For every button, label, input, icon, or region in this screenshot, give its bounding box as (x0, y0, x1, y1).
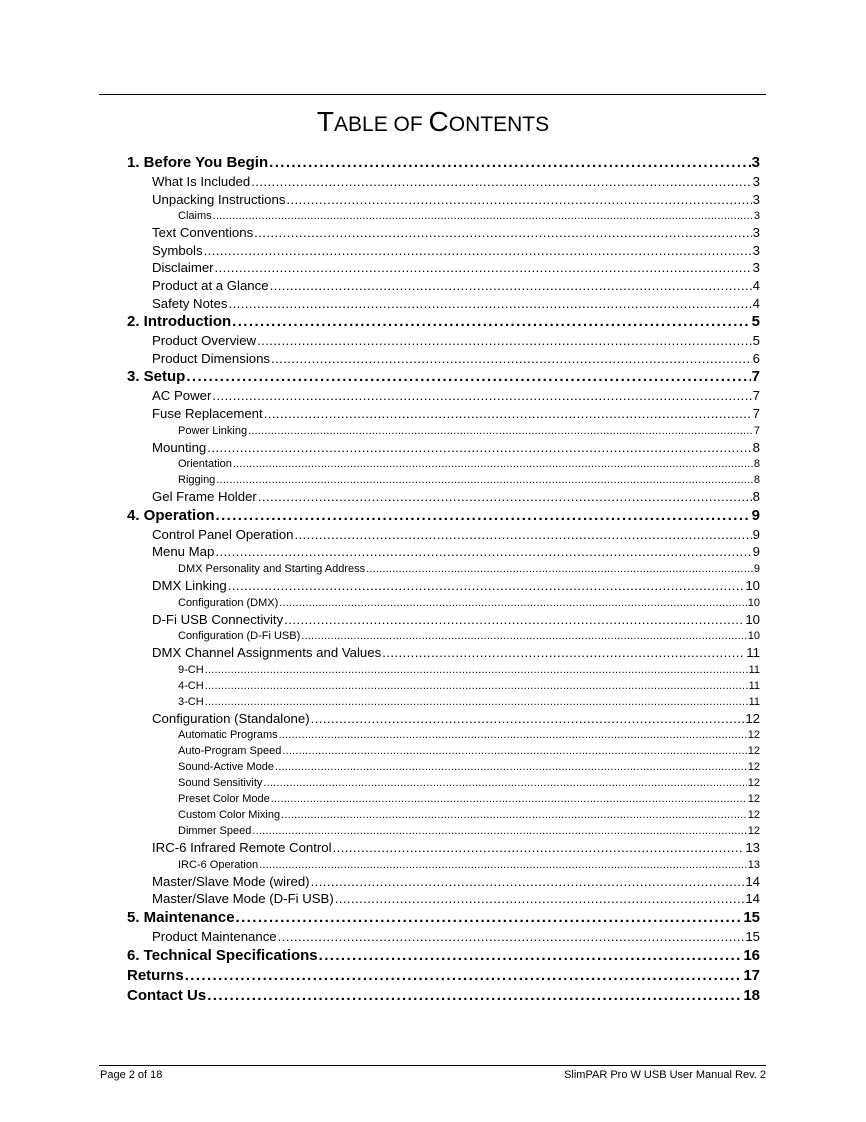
toc-section-entry[interactable] (127, 488, 760, 506)
toc-entry-page-number: 12 (747, 809, 760, 822)
footer-page-number: Page 2 of 18 (100, 1069, 163, 1081)
toc-entry-label: Product at a Glance (152, 277, 269, 293)
toc-dot-leader (270, 277, 752, 295)
toc-subsection-entry[interactable] (127, 678, 760, 694)
toc-chapter-entry[interactable] (127, 966, 760, 986)
toc-entry-label: Safety Notes (152, 295, 228, 311)
toc-chapter-entry[interactable] (127, 312, 760, 332)
toc-entry-page-number: 6 (752, 350, 760, 366)
toc-entry-page-number: 15 (743, 909, 760, 927)
toc-dot-leader (205, 678, 748, 694)
toc-entry-label: Returns (127, 966, 184, 984)
toc-dot-leader (279, 727, 747, 743)
toc-section-entry[interactable] (127, 332, 760, 350)
toc-entry-page-number: 10 (747, 630, 760, 643)
toc-section-entry[interactable] (127, 224, 760, 242)
toc-entry-page-number: 8 (752, 489, 760, 505)
toc-dot-leader (229, 295, 752, 313)
toc-entry-label: Text Conventions (152, 225, 254, 241)
toc-entry-label: Orientation (178, 458, 232, 471)
toc-entry-label: Power Linking (178, 424, 248, 437)
toc-entry-label: Configuration (D-Fi USB) (178, 630, 301, 643)
toc-entry-label: 4-CH (178, 679, 204, 692)
toc-dot-leader (281, 807, 747, 823)
toc-dot-leader (294, 526, 751, 544)
toc-dot-leader (248, 423, 753, 439)
toc-entry-page-number: 13 (747, 858, 760, 871)
toc-subsection-entry[interactable] (127, 743, 760, 759)
toc-dot-leader (284, 611, 744, 629)
toc-entry-label: Configuration (DMX) (178, 596, 279, 609)
toc-subsection-entry[interactable] (127, 472, 760, 488)
toc-entry-page-number: 18 (743, 986, 760, 1004)
toc-dot-leader (269, 153, 751, 173)
toc-entry-page-number: 17 (743, 966, 760, 984)
toc-entry-label: What Is Included (152, 174, 251, 189)
toc-dot-leader (252, 823, 746, 839)
toc-section-entry[interactable] (127, 173, 760, 191)
toc-entry-page-number: 12 (747, 729, 760, 742)
toc-dot-leader (205, 662, 748, 678)
toc-dot-leader (286, 191, 751, 209)
toc-entry-label: Sound-Active Mode (178, 761, 274, 774)
toc-entry-page-number: 12 (747, 761, 760, 774)
toc-entry-page-number: 8 (752, 439, 760, 455)
toc-entry-label: 6. Technical Specifications (127, 946, 318, 964)
toc-entry-label: Claims (178, 210, 212, 223)
toc-entry-label: Contact Us (127, 986, 207, 1004)
toc-dot-leader (204, 242, 752, 260)
toc-entry-page-number: 11 (748, 679, 760, 692)
toc-dot-leader (311, 710, 745, 728)
toc-chapter-entry[interactable] (127, 506, 760, 526)
toc-dot-leader (271, 350, 752, 368)
toc-entry-label: Product Maintenance (152, 929, 277, 945)
toc-entry-page-number: 13 (745, 840, 760, 856)
footer-rule (99, 1065, 766, 1066)
toc-entry-label: Gel Frame Holder (152, 489, 257, 505)
toc-entry-page-number: 4 (752, 277, 760, 293)
toc-entry-label: Auto-Program Speed (178, 745, 282, 758)
toc-entry-page-number: 11 (748, 695, 760, 708)
toc-entry-page-number: 3 (751, 154, 760, 171)
toc-section-entry[interactable] (127, 873, 760, 891)
toc-section-entry[interactable] (127, 526, 760, 544)
toc-section-entry[interactable] (127, 295, 760, 313)
toc-dot-leader (366, 561, 753, 577)
page-title: TABLE OF CONTENTS (316, 106, 550, 137)
toc-entry-page-number: 9 (751, 506, 760, 524)
toc-dot-leader (185, 966, 743, 986)
toc-dot-leader (271, 791, 747, 807)
toc-section-entry[interactable] (127, 890, 760, 908)
toc-dot-leader (228, 577, 745, 595)
toc-entry-page-number: 11 (748, 663, 760, 676)
toc-entry-label: Custom Color Mixing (178, 809, 281, 822)
toc-dot-leader (278, 928, 745, 946)
toc-entry-label: DMX Personality and Starting Address (178, 562, 366, 575)
toc-entry-label: 5. Maintenance (127, 909, 235, 927)
toc-entry-page-number: 7 (752, 388, 760, 404)
toc-entry-label: Menu Map (152, 544, 215, 560)
toc-entry-label: 2. Introduction (127, 313, 232, 331)
toc-section-entry[interactable] (127, 577, 760, 595)
toc-entry-label: Disclaimer (152, 260, 214, 276)
toc-entry-page-number: 8 (753, 458, 760, 471)
toc-entry-page-number: 12 (747, 825, 760, 838)
toc-dot-leader (335, 890, 745, 908)
toc-dot-leader (232, 312, 750, 332)
toc-entry-label: D-Fi USB Connectivity (152, 611, 284, 627)
toc-entry-page-number: 5 (752, 333, 760, 349)
toc-entry-label: Symbols (152, 242, 203, 258)
toc-entry-label: Product Overview (152, 333, 257, 349)
toc-entry-page-number: 3 (753, 210, 760, 223)
toc-entry-page-number: 7 (751, 368, 760, 386)
toc-entry-label: Configuration (Standalone) (152, 710, 310, 726)
toc-entry-page-number: 9 (752, 544, 760, 560)
toc-dot-leader (186, 367, 750, 387)
footer-document-title: SlimPAR Pro W USB User Manual Rev. 2 (564, 1069, 766, 1081)
toc-entry-page-number: 9 (752, 526, 760, 542)
toc-dot-leader (207, 439, 751, 457)
toc-subsection-entry[interactable] (127, 208, 760, 224)
toc-subsection-entry[interactable] (127, 662, 760, 678)
table-of-contents (127, 153, 760, 1006)
toc-dot-leader (205, 694, 748, 710)
toc-entry-page-number: 12 (747, 777, 760, 790)
toc-section-entry[interactable] (127, 277, 760, 295)
toc-chapter-entry[interactable] (127, 908, 760, 928)
toc-subsection-entry[interactable] (127, 857, 760, 873)
toc-entry-label: Fuse Replacement (152, 405, 263, 421)
toc-subsection-entry[interactable] (127, 694, 760, 710)
toc-dot-leader (215, 259, 752, 277)
toc-entry-label: AC Power (152, 388, 212, 404)
toc-entry-page-number: 14 (745, 891, 760, 907)
toc-entry-label: 4. Operation (127, 506, 215, 524)
toc-entry-label: DMX Channel Assignments and Values (152, 645, 382, 661)
toc-entry-label: Dimmer Speed (178, 825, 252, 838)
toc-entry-label: Mounting (152, 439, 207, 455)
toc-subsection-entry[interactable] (127, 727, 760, 743)
toc-subsection-entry[interactable] (127, 456, 760, 472)
toc-entry-page-number: 8 (753, 474, 760, 487)
toc-chapter-entry[interactable] (127, 946, 760, 966)
toc-entry-label: 1. Before You Begin (127, 154, 269, 171)
toc-subsection-entry[interactable] (127, 791, 760, 807)
toc-dot-leader (263, 775, 746, 791)
toc-dot-leader (333, 839, 745, 857)
toc-section-entry[interactable] (127, 242, 760, 260)
toc-entry-page-number: 9 (753, 562, 760, 575)
toc-section-entry[interactable] (127, 191, 760, 209)
toc-entry-label: Rigging (178, 474, 216, 487)
toc-entry-label: Master/Slave Mode (D-Fi USB) (152, 891, 334, 907)
toc-entry-label: Automatic Programs (178, 729, 278, 742)
toc-dot-leader (257, 332, 752, 350)
toc-entry-label: 3-CH (178, 695, 204, 708)
toc-subsection-entry[interactable] (127, 423, 760, 439)
toc-dot-leader (215, 543, 751, 561)
toc-subsection-entry[interactable] (127, 595, 760, 611)
toc-section-entry[interactable] (127, 439, 760, 457)
toc-entry-page-number: 3 (752, 242, 760, 258)
toc-subsection-entry[interactable] (127, 823, 760, 839)
toc-section-entry[interactable] (127, 387, 760, 405)
toc-entry-page-number: 15 (745, 929, 760, 945)
toc-chapter-entry[interactable] (127, 986, 760, 1006)
toc-entry-page-number: 5 (751, 313, 760, 331)
toc-entry-page-number: 14 (745, 873, 760, 889)
toc-section-entry[interactable] (127, 350, 760, 368)
toc-entry-page-number: 4 (752, 295, 760, 311)
toc-dot-leader (282, 743, 746, 759)
toc-chapter-entry[interactable] (127, 367, 760, 387)
toc-entry-label: Product Dimensions (152, 350, 271, 366)
toc-dot-leader (251, 173, 751, 191)
toc-dot-leader (259, 857, 747, 873)
toc-entry-label: Preset Color Mode (178, 793, 270, 806)
toc-entry-page-number: 7 (752, 405, 760, 421)
toc-entry-page-number: 10 (745, 611, 760, 627)
toc-dot-leader (319, 946, 743, 966)
toc-entry-page-number: 3 (752, 174, 760, 189)
toc-section-entry[interactable] (127, 928, 760, 946)
toc-entry-label: Control Panel Operation (152, 526, 294, 542)
toc-dot-leader (382, 644, 745, 662)
toc-entry-page-number: 10 (745, 577, 760, 593)
toc-dot-leader (254, 224, 751, 242)
toc-dot-leader (311, 873, 745, 891)
toc-section-entry[interactable] (127, 543, 760, 561)
toc-entry-label: Master/Slave Mode (wired) (152, 873, 310, 889)
toc-dot-leader (236, 908, 743, 928)
toc-entry-page-number: 16 (743, 946, 760, 964)
toc-dot-leader (213, 208, 753, 224)
toc-section-entry[interactable] (127, 259, 760, 277)
toc-subsection-entry[interactable] (127, 759, 760, 775)
toc-entry-label: IRC-6 Operation (178, 858, 259, 871)
toc-dot-leader (301, 628, 746, 644)
toc-subsection-entry[interactable] (127, 775, 760, 791)
toc-dot-leader (233, 456, 753, 472)
toc-subsection-entry[interactable] (127, 628, 760, 644)
toc-dot-leader (216, 472, 753, 488)
toc-section-entry[interactable] (127, 405, 760, 423)
toc-subsection-entry[interactable] (127, 807, 760, 823)
toc-subsection-entry[interactable] (127, 561, 760, 577)
toc-section-entry[interactable] (127, 611, 760, 629)
toc-entry-label: Sound Sensitivity (178, 777, 263, 790)
header-rule (99, 94, 766, 95)
toc-dot-leader (279, 595, 746, 611)
toc-entry-page-number: 12 (747, 793, 760, 806)
toc-dot-leader (264, 405, 752, 423)
toc-dot-leader (212, 387, 751, 405)
toc-dot-leader (207, 986, 742, 1006)
toc-entry-label: Unpacking Instructions (152, 191, 286, 207)
toc-section-entry[interactable] (127, 644, 760, 662)
toc-section-entry[interactable] (127, 710, 760, 728)
toc-entry-page-number: 11 (746, 645, 760, 661)
toc-chapter-entry[interactable] (127, 153, 760, 173)
toc-dot-leader (216, 506, 751, 526)
toc-section-entry[interactable] (127, 839, 760, 857)
toc-entry-page-number: 12 (747, 745, 760, 758)
toc-entry-page-number: 3 (752, 191, 760, 207)
toc-entry-page-number: 3 (752, 260, 760, 276)
toc-entry-label: 3. Setup (127, 368, 186, 386)
toc-entry-page-number: 3 (752, 225, 760, 241)
toc-entry-label: IRC-6 Infrared Remote Control (152, 840, 332, 856)
toc-dot-leader (258, 488, 752, 506)
toc-entry-label: DMX Linking (152, 577, 227, 593)
toc-entry-page-number: 10 (747, 596, 760, 609)
toc-entry-page-number: 7 (753, 424, 760, 437)
toc-entry-label: 9-CH (178, 663, 204, 676)
toc-entry-page-number: 12 (745, 710, 760, 726)
toc-dot-leader (275, 759, 747, 775)
